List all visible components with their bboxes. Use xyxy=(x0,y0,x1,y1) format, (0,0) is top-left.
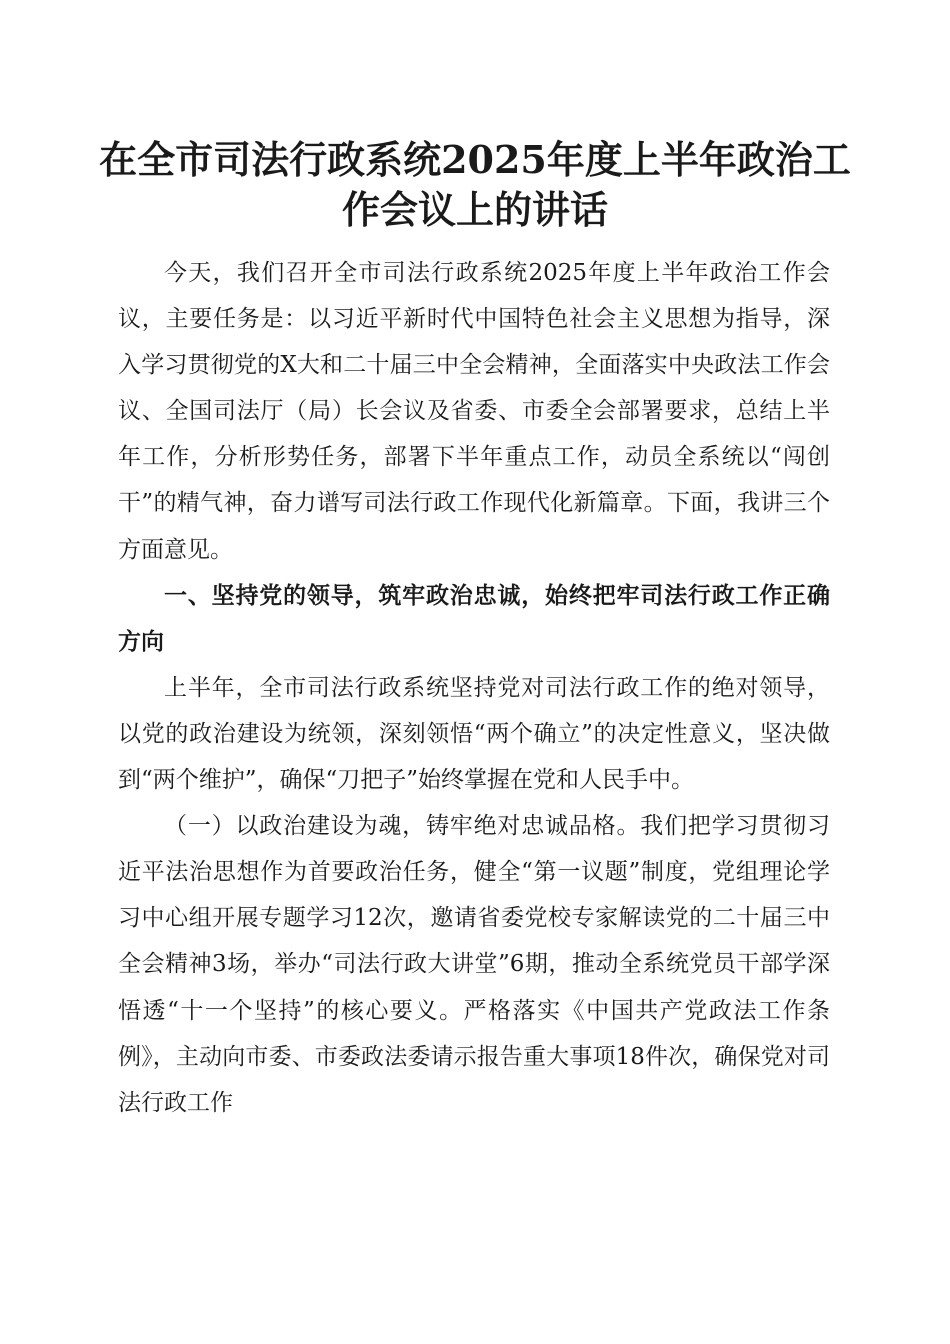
paragraph-section-1-intro: 上半年，全市司法行政系统坚持党对司法行政工作的绝对领导，以党的政治建设为统领，深刻领悟“两个确立”的决定性意义，坚决做到“两个维护”，确保“刀把子”始终掌握在党和人民手中。 xyxy=(118,674,830,794)
document-title xyxy=(0,135,950,235)
title-line-2: 作会议上的讲话 xyxy=(341,187,608,232)
document-body xyxy=(118,250,830,1126)
paragraph-subsection-1: （一）以政治建设为魂，铸牢绝对忠诚品格。我们把学习贯彻习近平法治思想作为首要政治任务，健全“第一议题”制度，党组理论学习中心组开展专题学习12次，邀请省委党校专家解读党的二十届三中全会精神3场，举办“司法行政大讲堂”6期，推动全系统党员干部学深悟透“十一个坚持”的核心要义。严格落实《中国共产党政法工作条例》，主动向市委、市委政法委请示报告重大事项18件次，确保党对司法行政工作 xyxy=(118,813,830,1116)
title-line-1: 在全市司法行政系统2025年度上半年政治工 xyxy=(99,137,851,182)
paragraph-intro: 今天，我们召开全市司法行政系统2025年度上半年政治工作会议，主要任务是：以习近平新时代中国特色社会主义思想为指导，深入学习贯彻党的X大和二十届三中全会精神，全面落实中央政法工作会议、全国司法厅（局）长会议及省委、市委全会部署要求，总结上半年工作，分析形势任务，部署下半年重点工作，动员全系统以“闯创干”的精气神，奋力谱写司法行政工作现代化新篇章。下面，我讲三个方面意见。 xyxy=(118,260,830,563)
section-heading-1: 一、坚持党的领导，筑牢政治忠诚，始终把牢司法行政工作正确方向 xyxy=(118,582,830,655)
